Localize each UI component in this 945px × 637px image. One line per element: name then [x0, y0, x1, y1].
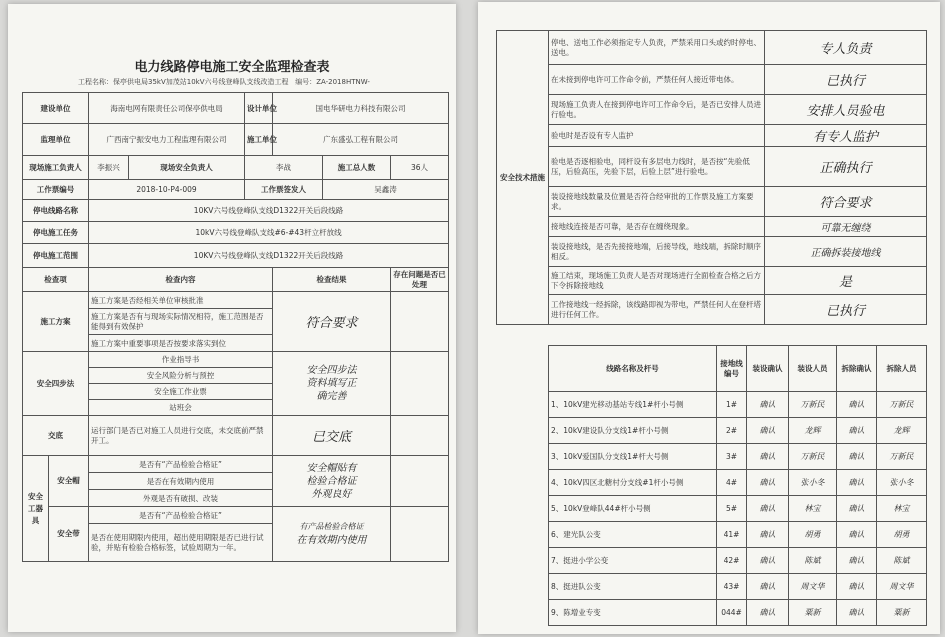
installer-name: 万新民	[800, 452, 825, 461]
ground-wire-no-cell	[717, 600, 747, 626]
ground-wire-no-cell	[717, 444, 747, 470]
grounding-row	[549, 496, 927, 522]
remover-name: 万新民	[889, 400, 914, 409]
measure-result-cell	[765, 125, 927, 147]
measure-row	[497, 125, 927, 147]
grounding-wire-table	[548, 345, 927, 626]
col-line-header: 线路名称及杆号	[549, 346, 717, 392]
plan-label: 施工方案	[23, 292, 89, 352]
handover-result-cell	[273, 416, 391, 456]
plan-row-1	[23, 292, 449, 309]
line-name: 1、10kV建光移动基站专线1#杆小号侧	[551, 400, 684, 409]
line-name: 3、10kV爱国队分支线1#杆大号侧	[551, 452, 669, 461]
handover-row	[23, 416, 449, 456]
ground-wire-no-cell	[717, 470, 747, 496]
measure-row	[497, 295, 927, 325]
right-document-page	[478, 2, 940, 634]
tech-measures-label: 安全技术措施	[497, 31, 549, 325]
col-install-confirm-header: 装设确认	[747, 346, 789, 392]
ground-wire-no-cell	[717, 418, 747, 444]
installer-name: 胡勇	[804, 530, 821, 539]
ground-wire-no: 5#	[725, 504, 738, 513]
installer-name-cell	[789, 548, 837, 574]
grounding-row	[549, 392, 927, 418]
left-document-page	[8, 4, 456, 632]
ground-wire-no: 2#	[725, 426, 738, 435]
four-step-result-line: 安全四步法	[306, 365, 357, 376]
installer-name-cell	[789, 600, 837, 626]
measure-result: 已执行	[825, 304, 865, 319]
grounding-row	[549, 470, 927, 496]
remover-name-cell	[877, 522, 927, 548]
remove-confirm-cell	[837, 392, 877, 418]
plan-result: 符合要求	[305, 316, 358, 331]
grounding-rows	[549, 392, 927, 626]
construction-unit-value: 海南电网有限责任公司保亭供电局	[89, 93, 245, 124]
unit-row-2	[23, 124, 449, 156]
remove-confirm: 确认	[848, 452, 865, 461]
ticket-signer-label: 工作票签发人	[245, 180, 323, 200]
measure-result: 可靠无缠绕	[820, 223, 871, 234]
remove-confirm: 确认	[848, 478, 865, 487]
remover-name-cell	[877, 600, 927, 626]
handover-issue-cell	[391, 416, 449, 456]
remover-name-cell	[877, 548, 927, 574]
measure-result: 专人负责	[819, 42, 872, 57]
remover-name-cell	[877, 392, 927, 418]
line-name-cell	[549, 574, 717, 600]
four-step-issue-cell	[391, 352, 449, 416]
line-name-cell	[549, 522, 717, 548]
four-step-label: 安全四步法	[23, 352, 89, 416]
install-confirm-cell	[747, 418, 789, 444]
helmet-result-line: 安全帽贴有	[306, 462, 357, 474]
remover-name: 张小冬	[889, 478, 914, 487]
helmet-item: 是否在有效期内使用	[89, 473, 273, 490]
document-number: ZA-2018HTNW-	[316, 78, 370, 86]
ground-wire-no: 43#	[723, 582, 740, 591]
line-name-cell	[549, 392, 717, 418]
install-confirm: 确认	[759, 582, 776, 591]
installer-name: 粟新	[804, 608, 821, 617]
four-step-result-cell	[273, 352, 391, 416]
measure-text: 现场施工负责人在接到停电许可工作命令后，是否已安排人员进行验电。	[549, 95, 765, 125]
plan-item: 施工方案是否有与现场实际情况相符，施工范围是否能得到有效保护	[89, 309, 273, 335]
installer-name-cell	[789, 418, 837, 444]
remover-name: 龙辉	[893, 426, 910, 435]
ground-wire-no-cell	[717, 392, 747, 418]
ground-wire-no-cell	[717, 496, 747, 522]
unit-row-1	[23, 93, 449, 124]
line-name: 4、10kV四区北糖村分支线#1杆小号侧	[551, 478, 684, 487]
ground-wire-no: 1#	[725, 400, 738, 409]
four-step-item: 作业指导书	[89, 352, 273, 368]
measure-row	[497, 147, 927, 187]
ground-wire-no-cell	[717, 548, 747, 574]
construction-company-label: 施工单位	[245, 124, 273, 156]
safety-leader-value: 李战	[245, 156, 323, 180]
remover-name-cell	[877, 418, 927, 444]
construction-company-value: 广东盛弘工程有限公司	[273, 124, 449, 156]
measure-result: 正确执行	[819, 161, 872, 176]
ground-wire-no: 41#	[723, 530, 740, 539]
line-name: 8、挺进队公变	[551, 582, 601, 591]
install-confirm: 确认	[759, 478, 776, 487]
remove-confirm: 确认	[848, 426, 865, 435]
belt-result-cell	[273, 507, 391, 562]
ticket-no-label: 工作票编号	[23, 180, 89, 200]
col-content-header: 检查内容	[89, 268, 273, 292]
total-people-value: 36人	[391, 156, 449, 180]
installer-name-cell	[789, 470, 837, 496]
measure-result: 正确拆装接地线	[810, 248, 881, 259]
inspection-table	[22, 92, 449, 562]
belt-result-line: 在有效期内使用	[296, 534, 367, 546]
helmet-item: 是否有“产品检验合格证”	[89, 456, 273, 473]
helmet-item: 外观是否有破损、改装	[89, 490, 273, 507]
handover-label: 交底	[23, 416, 89, 456]
grounding-header-row	[549, 346, 927, 392]
belt-item: 是否在使用期限内使用，超出使用期限是否已进行试验，并贴有检验合格标签，试验周期为一年。	[89, 524, 273, 562]
plan-item: 施工方案中重要事项是否按要求落实到位	[89, 335, 273, 352]
installer-name: 万新民	[800, 400, 825, 409]
measure-result-cell	[765, 95, 927, 125]
measure-row	[497, 217, 927, 237]
remover-name-cell	[877, 444, 927, 470]
remove-confirm-cell	[837, 574, 877, 600]
line-name-cell	[549, 444, 717, 470]
measure-row	[497, 65, 927, 95]
installer-name: 林宝	[804, 504, 821, 513]
four-step-item: 安全施工作业票	[89, 384, 273, 400]
measure-result: 有专人监护	[812, 130, 878, 145]
plan-issue-cell	[391, 292, 449, 352]
remove-confirm-cell	[837, 600, 877, 626]
install-confirm: 确认	[759, 530, 776, 539]
scope-label: 停电施工范围	[23, 244, 89, 268]
remove-confirm: 确认	[848, 400, 865, 409]
project-name-label: 工程名称：	[78, 78, 113, 86]
handover-content: 运行部门是否已对施工人员进行交底，未交底前严禁开工。	[89, 416, 273, 456]
four-step-row-1	[23, 352, 449, 368]
remover-name: 林宝	[893, 504, 910, 513]
measure-row	[497, 237, 927, 267]
design-unit-label: 设计单位	[245, 93, 273, 124]
installer-name-cell	[789, 496, 837, 522]
measure-row	[497, 95, 927, 125]
project-name: 保亭供电局35kV加茂站10kV六号线登峰队支线改造工程	[113, 78, 289, 86]
installer-name: 陈斌	[804, 556, 821, 565]
col-installer-header: 装设人员	[789, 346, 837, 392]
remove-confirm-cell	[837, 522, 877, 548]
ticket-row	[23, 180, 449, 200]
measure-result-cell	[765, 295, 927, 325]
col-ground-no-header: 接地线编号	[717, 346, 747, 392]
design-unit-value: 国电华研电力科技有限公司	[273, 93, 449, 124]
installer-name: 张小冬	[800, 478, 825, 487]
remover-name-cell	[877, 470, 927, 496]
remove-confirm-cell	[837, 470, 877, 496]
handover-result: 已交底	[312, 430, 352, 445]
remove-confirm: 确认	[848, 504, 865, 513]
measure-result-cell	[765, 31, 927, 65]
measure-result-cell	[765, 187, 927, 217]
line-name-cell	[549, 418, 717, 444]
ground-wire-no: 3#	[725, 452, 738, 461]
outage-line-value: 10KV六号线登峰队支线D1322开关后段线路	[89, 200, 449, 222]
remove-confirm-cell	[837, 444, 877, 470]
install-confirm-cell	[747, 496, 789, 522]
ground-wire-no-cell	[717, 574, 747, 600]
install-confirm-cell	[747, 600, 789, 626]
grounding-row	[549, 600, 927, 626]
measure-result-cell	[765, 147, 927, 187]
document-title: 电力线路停电施工安全监理检查表	[134, 60, 330, 75]
installer-name: 周文华	[800, 582, 825, 591]
remove-confirm-cell	[837, 496, 877, 522]
measure-row	[497, 187, 927, 217]
remover-name: 粟新	[893, 608, 910, 617]
plan-item: 施工方案是否经相关单位审核批准	[89, 292, 273, 309]
install-confirm-cell	[747, 522, 789, 548]
column-header-row	[23, 268, 449, 292]
measure-text: 验电时是否设有专人监护	[549, 125, 765, 147]
col-item-header: 检查项	[23, 268, 89, 292]
install-confirm: 确认	[759, 504, 776, 513]
line-name-cell	[549, 496, 717, 522]
install-confirm: 确认	[759, 400, 776, 409]
measures-body	[497, 31, 927, 325]
task-value: 10kV六号线登峰队支线#6-#43杆立杆放线	[89, 222, 449, 244]
site-leader-value: 李振兴	[89, 156, 129, 180]
construction-unit-label: 建设单位	[23, 93, 89, 124]
tools-label: 安全工器具	[23, 456, 49, 562]
grounding-row	[549, 574, 927, 600]
belt-result-line: 有产品检验合格证	[299, 521, 364, 531]
line-name-cell	[549, 470, 717, 496]
line-name-cell	[549, 548, 717, 574]
installer-name-cell	[789, 444, 837, 470]
supervision-unit-label: 监理单位	[23, 124, 89, 156]
line-name: 2、10kV建设队分支线1#杆小号侧	[551, 426, 669, 435]
supervision-unit-value: 广西南宁振安电力工程监理有限公司	[89, 124, 245, 156]
measure-text: 在未接到停电许可工作命令前，严禁任何人接近带电体。	[549, 65, 765, 95]
measure-row	[497, 31, 927, 65]
four-step-result-line: 确完善	[316, 391, 347, 402]
four-step-item: 站班会	[89, 400, 273, 416]
plan-result-cell	[273, 292, 391, 352]
helmet-result-cell	[273, 456, 391, 507]
grounding-row	[549, 548, 927, 574]
install-confirm: 确认	[759, 608, 776, 617]
belt-row-1	[23, 507, 449, 524]
helmet-issue-cell	[391, 456, 449, 507]
line-name: 5、10kV登峰队44#杆小号侧	[551, 504, 651, 513]
remove-confirm-cell	[837, 418, 877, 444]
measure-text: 接地线连接是否可靠，是否存在缠绕现象。	[549, 217, 765, 237]
install-confirm-cell	[747, 444, 789, 470]
installer-name-cell	[789, 392, 837, 418]
measure-result: 安排人员验电	[806, 104, 885, 119]
number-label: 编号：	[295, 78, 317, 86]
total-people-label: 施工总人数	[323, 156, 391, 180]
installer-name: 龙辉	[804, 426, 821, 435]
belt-item: 是否有“产品检验合格证”	[89, 507, 273, 524]
grounding-row	[549, 522, 927, 548]
remover-name-cell	[877, 574, 927, 600]
installer-name-cell	[789, 574, 837, 600]
remover-name-cell	[877, 496, 927, 522]
col-remover-header: 拆除人员	[877, 346, 927, 392]
ground-wire-no: 4#	[725, 478, 738, 487]
install-confirm: 确认	[759, 426, 776, 435]
line-name-cell	[549, 600, 717, 626]
remover-name: 胡勇	[893, 530, 910, 539]
four-step-result-line: 资料填写正	[306, 378, 357, 389]
grounding-row	[549, 418, 927, 444]
measure-result: 是	[838, 275, 852, 290]
measure-text: 装设接地线，是否先接接地端，后接导线，地线端，拆除时顺序相反。	[549, 237, 765, 267]
task-row	[23, 222, 449, 244]
measure-text: 工作接地线一经拆除，该线路即视为带电，严禁任何人在登杆塔进行任何工作。	[549, 295, 765, 325]
ground-wire-no-cell	[717, 522, 747, 548]
outage-line-label: 停电线路名称	[23, 200, 89, 222]
ground-wire-no: 42#	[723, 556, 740, 565]
measure-row	[497, 267, 927, 295]
project-info-line	[78, 77, 370, 87]
remove-confirm: 确认	[848, 582, 865, 591]
col-result-header: 检查结果	[273, 268, 391, 292]
line-name: 6、建光队公变	[551, 530, 601, 539]
line-name: 7、挺进小学公变	[551, 556, 609, 565]
safety-leader-label: 现场安全负责人	[129, 156, 245, 180]
col-remove-confirm-header: 拆除确认	[837, 346, 877, 392]
belt-issue-cell	[391, 507, 449, 562]
grounding-row	[549, 444, 927, 470]
remover-name: 陈斌	[893, 556, 910, 565]
line-name: 9、陈增业专变	[551, 608, 601, 617]
task-label: 停电施工任务	[23, 222, 89, 244]
helmet-result-line: 检验合格证	[306, 475, 357, 487]
scope-value: 10KV六号线登峰队支线D1322开关后段线路	[89, 244, 449, 268]
remover-name: 周文华	[889, 582, 914, 591]
belt-label: 安全带	[49, 507, 89, 562]
remove-confirm: 确认	[848, 556, 865, 565]
site-leader-label: 现场施工负责人	[23, 156, 89, 180]
ticket-signer-value: 吴鑫涛	[323, 180, 449, 200]
measure-text: 施工结束，现场施工负责人是否对现场进行全面检查合格之后方下令拆除接地线	[549, 267, 765, 295]
install-confirm: 确认	[759, 556, 776, 565]
install-confirm-cell	[747, 470, 789, 496]
remove-confirm-cell	[837, 548, 877, 574]
install-confirm-cell	[747, 574, 789, 600]
measure-result: 符合要求	[819, 196, 872, 211]
installer-name-cell	[789, 522, 837, 548]
people-row	[23, 156, 449, 180]
install-confirm-cell	[747, 548, 789, 574]
ground-wire-no: 044#	[721, 608, 742, 617]
helmet-result-line: 外观良好	[311, 488, 352, 500]
measure-text: 装设接地线数量及位置是否符合经审批的工作票及施工方案要求。	[549, 187, 765, 217]
measure-result-cell	[765, 65, 927, 95]
technical-measures-table	[496, 30, 927, 325]
helmet-label: 安全帽	[49, 456, 89, 507]
install-confirm: 确认	[759, 452, 776, 461]
measure-result-cell	[765, 217, 927, 237]
col-issue-header: 存在问题是否已处理	[391, 268, 449, 292]
remove-confirm: 确认	[848, 608, 865, 617]
outage-line-row	[23, 200, 449, 222]
measure-result: 已执行	[825, 74, 865, 89]
install-confirm-cell	[747, 392, 789, 418]
remover-name: 万新民	[889, 452, 914, 461]
measure-text: 停电、送电工作必须指定专人负责，严禁采用口头或约时停电、送电。	[549, 31, 765, 65]
scope-row	[23, 244, 449, 268]
remove-confirm: 确认	[848, 530, 865, 539]
four-step-item: 安全风险分析与预控	[89, 368, 273, 384]
measure-result-cell	[765, 267, 927, 295]
ticket-no-value: 2018-10-P4-009	[89, 180, 245, 200]
measure-result-cell	[765, 237, 927, 267]
helmet-row-1	[23, 456, 449, 473]
measure-text: 验电是否逐相验电，同杆设有多层电力线时，是否按“先验低压，后验高压，先验下层，后验上层”进行验电。	[549, 147, 765, 187]
